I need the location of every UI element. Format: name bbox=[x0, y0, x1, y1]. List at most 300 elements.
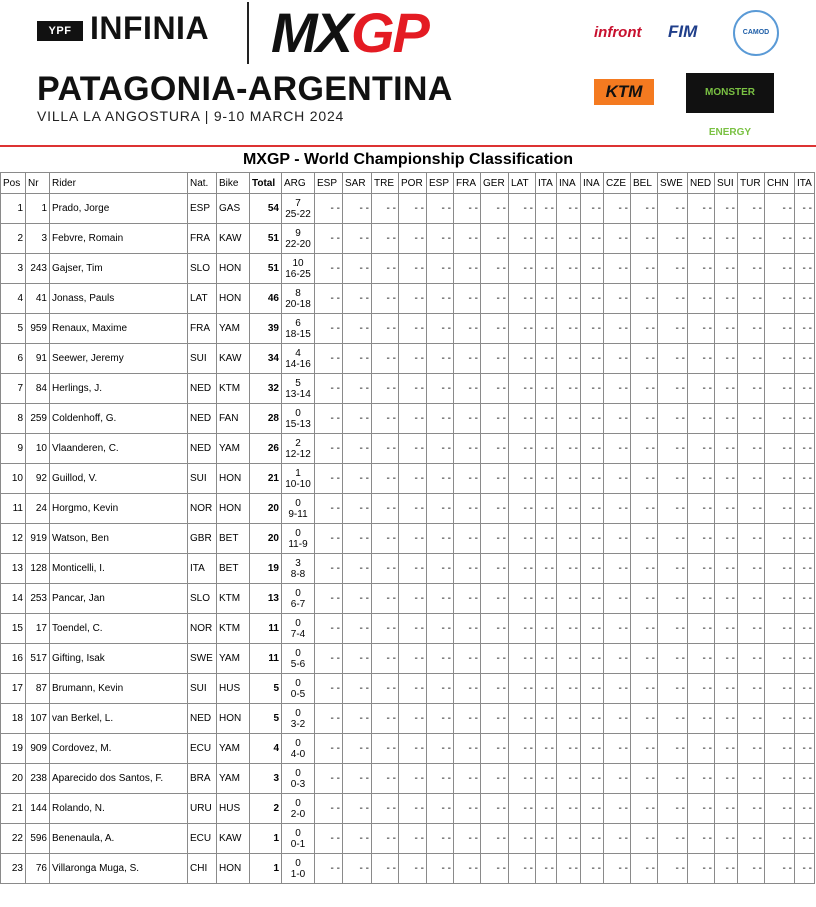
cell-empty-round: - - bbox=[581, 794, 604, 824]
cell-empty-round: - - bbox=[715, 824, 738, 854]
column-header: POR bbox=[399, 173, 427, 194]
cell-empty-round: - - bbox=[343, 674, 372, 704]
cell-empty-round: - - bbox=[715, 644, 738, 674]
cell-empty-round: - - bbox=[658, 674, 688, 704]
cell-empty-round: - - bbox=[427, 584, 454, 614]
cell-empty-round: - - bbox=[738, 194, 765, 224]
cell-empty-round: - - bbox=[536, 824, 557, 854]
cell-empty-round: - - bbox=[481, 524, 509, 554]
cell-nat: SUI bbox=[188, 464, 217, 494]
column-header: Nat. bbox=[188, 173, 217, 194]
cell-arg bbox=[282, 584, 315, 614]
arg-points: 0 bbox=[295, 497, 301, 509]
cell-empty-round: - - bbox=[536, 224, 557, 254]
cell-empty-round: - - bbox=[315, 824, 343, 854]
cell-empty-round: - - bbox=[343, 644, 372, 674]
cell-bike: KAW bbox=[217, 224, 250, 254]
column-header: SWE bbox=[658, 173, 688, 194]
cell-empty-round: - - bbox=[795, 194, 815, 224]
cell-empty-round: - - bbox=[658, 494, 688, 524]
table-row bbox=[1, 374, 815, 404]
cell-empty-round: - - bbox=[454, 434, 481, 464]
cell-bike: KTM bbox=[217, 584, 250, 614]
cell-empty-round: - - bbox=[372, 524, 399, 554]
cell-nr: 259 bbox=[26, 404, 50, 434]
cell-arg bbox=[282, 524, 315, 554]
arg-points: 2 bbox=[295, 437, 301, 449]
camod-logo: CAMOD bbox=[733, 10, 779, 56]
arg-moto-results: 16-25 bbox=[285, 268, 311, 280]
arg-moto-results: 10-10 bbox=[285, 478, 311, 490]
arg-moto-results: 0-5 bbox=[290, 688, 306, 700]
cell-rider: Watson, Ben bbox=[50, 524, 188, 554]
cell-empty-round: - - bbox=[604, 794, 631, 824]
cell-empty-round: - - bbox=[557, 224, 581, 254]
cell-empty-round: - - bbox=[765, 704, 795, 734]
cell-empty-round: - - bbox=[427, 404, 454, 434]
cell-empty-round: - - bbox=[427, 764, 454, 794]
cell-empty-round: - - bbox=[343, 314, 372, 344]
cell-empty-round: - - bbox=[738, 374, 765, 404]
cell-rider: Prado, Jorge bbox=[50, 194, 188, 224]
cell-empty-round: - - bbox=[454, 584, 481, 614]
arg-points: 5 bbox=[295, 377, 301, 389]
cell-empty-round: - - bbox=[795, 614, 815, 644]
cell-empty-round: - - bbox=[581, 284, 604, 314]
column-header: Pos bbox=[1, 173, 26, 194]
arg-moto-results: 0-1 bbox=[290, 838, 306, 850]
cell-empty-round: - - bbox=[509, 704, 536, 734]
table-row bbox=[1, 284, 815, 314]
cell-empty-round: - - bbox=[509, 824, 536, 854]
arg-moto-results: 13-14 bbox=[285, 388, 311, 400]
cell-empty-round: - - bbox=[454, 794, 481, 824]
cell-empty-round: - - bbox=[581, 464, 604, 494]
cell-pos: 7 bbox=[1, 374, 26, 404]
cell-empty-round: - - bbox=[738, 554, 765, 584]
cell-empty-round: - - bbox=[427, 794, 454, 824]
cell-empty-round: - - bbox=[688, 704, 715, 734]
infinia-logo: INFINIA bbox=[90, 10, 210, 46]
cell-empty-round: - - bbox=[509, 434, 536, 464]
cell-empty-round: - - bbox=[604, 554, 631, 584]
cell-bike: YAM bbox=[217, 314, 250, 344]
table-row bbox=[1, 674, 815, 704]
column-header: CZE bbox=[604, 173, 631, 194]
arg-points: 0 bbox=[295, 737, 301, 749]
cell-empty-round: - - bbox=[688, 314, 715, 344]
cell-empty-round: - - bbox=[688, 794, 715, 824]
cell-empty-round: - - bbox=[481, 764, 509, 794]
cell-pos: 10 bbox=[1, 464, 26, 494]
mxgp-logo-gp: GP bbox=[351, 1, 428, 64]
cell-nat: ITA bbox=[188, 554, 217, 584]
cell-nat: URU bbox=[188, 794, 217, 824]
cell-empty-round: - - bbox=[581, 224, 604, 254]
cell-empty-round: - - bbox=[715, 554, 738, 584]
cell-empty-round: - - bbox=[536, 254, 557, 284]
cell-empty-round: - - bbox=[658, 194, 688, 224]
cell-empty-round: - - bbox=[454, 524, 481, 554]
cell-empty-round: - - bbox=[631, 404, 658, 434]
cell-nr: 24 bbox=[26, 494, 50, 524]
cell-rider: Gifting, Isak bbox=[50, 644, 188, 674]
cell-bike: HUS bbox=[217, 674, 250, 704]
cell-empty-round: - - bbox=[581, 824, 604, 854]
cell-empty-round: - - bbox=[604, 644, 631, 674]
cell-empty-round: - - bbox=[509, 554, 536, 584]
monster-energy-logo: MONSTER ENERGY bbox=[686, 73, 774, 113]
column-header: SAR bbox=[343, 173, 372, 194]
cell-empty-round: - - bbox=[765, 554, 795, 584]
mxgp-logo bbox=[271, 3, 428, 63]
cell-arg bbox=[282, 344, 315, 374]
column-header: ESP bbox=[315, 173, 343, 194]
cell-empty-round: - - bbox=[557, 554, 581, 584]
cell-empty-round: - - bbox=[688, 404, 715, 434]
cell-empty-round: - - bbox=[795, 734, 815, 764]
arg-moto-results: 8-8 bbox=[290, 568, 306, 580]
cell-empty-round: - - bbox=[399, 464, 427, 494]
cell-empty-round: - - bbox=[372, 314, 399, 344]
cell-empty-round: - - bbox=[509, 644, 536, 674]
cell-empty-round: - - bbox=[581, 764, 604, 794]
cell-empty-round: - - bbox=[536, 494, 557, 524]
cell-empty-round: - - bbox=[738, 224, 765, 254]
arg-points: 0 bbox=[295, 827, 301, 839]
table-row bbox=[1, 764, 815, 794]
cell-empty-round: - - bbox=[427, 704, 454, 734]
cell-empty-round: - - bbox=[509, 284, 536, 314]
cell-empty-round: - - bbox=[738, 854, 765, 884]
cell-nr: 959 bbox=[26, 314, 50, 344]
cell-empty-round: - - bbox=[454, 194, 481, 224]
column-header: CHN bbox=[765, 173, 795, 194]
cell-empty-round: - - bbox=[631, 464, 658, 494]
cell-empty-round: - - bbox=[604, 314, 631, 344]
cell-arg bbox=[282, 794, 315, 824]
cell-empty-round: - - bbox=[765, 494, 795, 524]
cell-pos: 12 bbox=[1, 524, 26, 554]
cell-empty-round: - - bbox=[581, 734, 604, 764]
cell-empty-round: - - bbox=[658, 524, 688, 554]
arg-points: 0 bbox=[295, 857, 301, 869]
classification-title: MXGP - World Championship Classification bbox=[242, 151, 574, 168]
cell-empty-round: - - bbox=[372, 224, 399, 254]
cell-pos: 9 bbox=[1, 434, 26, 464]
cell-empty-round: - - bbox=[631, 224, 658, 254]
cell-bike: KTM bbox=[217, 374, 250, 404]
cell-empty-round: - - bbox=[688, 494, 715, 524]
cell-empty-round: - - bbox=[631, 344, 658, 374]
cell-empty-round: - - bbox=[688, 224, 715, 254]
cell-empty-round: - - bbox=[715, 194, 738, 224]
cell-empty-round: - - bbox=[738, 734, 765, 764]
column-header: INA bbox=[581, 173, 604, 194]
cell-empty-round: - - bbox=[427, 494, 454, 524]
cell-empty-round: - - bbox=[765, 404, 795, 434]
cell-empty-round: - - bbox=[343, 404, 372, 434]
cell-nr: 253 bbox=[26, 584, 50, 614]
cell-empty-round: - - bbox=[631, 494, 658, 524]
cell-empty-round: - - bbox=[315, 254, 343, 284]
cell-empty-round: - - bbox=[427, 344, 454, 374]
cell-empty-round: - - bbox=[581, 194, 604, 224]
cell-empty-round: - - bbox=[372, 734, 399, 764]
cell-pos: 19 bbox=[1, 734, 26, 764]
cell-nat: FRA bbox=[188, 224, 217, 254]
cell-rider: Guillod, V. bbox=[50, 464, 188, 494]
cell-pos: 14 bbox=[1, 584, 26, 614]
cell-total: 51 bbox=[250, 254, 282, 284]
cell-empty-round: - - bbox=[315, 644, 343, 674]
cell-empty-round: - - bbox=[481, 284, 509, 314]
cell-nr: 1 bbox=[26, 194, 50, 224]
cell-total: 5 bbox=[250, 704, 282, 734]
cell-empty-round: - - bbox=[715, 524, 738, 554]
cell-pos: 22 bbox=[1, 824, 26, 854]
cell-empty-round: - - bbox=[658, 254, 688, 284]
cell-empty-round: - - bbox=[765, 284, 795, 314]
cell-empty-round: - - bbox=[481, 584, 509, 614]
cell-empty-round: - - bbox=[581, 704, 604, 734]
cell-empty-round: - - bbox=[557, 524, 581, 554]
cell-empty-round: - - bbox=[509, 674, 536, 704]
cell-empty-round: - - bbox=[399, 254, 427, 284]
cell-empty-round: - - bbox=[536, 584, 557, 614]
cell-empty-round: - - bbox=[557, 194, 581, 224]
cell-empty-round: - - bbox=[343, 284, 372, 314]
cell-empty-round: - - bbox=[399, 194, 427, 224]
classification-table bbox=[0, 172, 815, 884]
table-row bbox=[1, 194, 815, 224]
arg-points: 0 bbox=[295, 407, 301, 419]
cell-empty-round: - - bbox=[481, 824, 509, 854]
cell-empty-round: - - bbox=[715, 224, 738, 254]
cell-total: 21 bbox=[250, 464, 282, 494]
cell-empty-round: - - bbox=[315, 854, 343, 884]
cell-empty-round: - - bbox=[795, 434, 815, 464]
cell-empty-round: - - bbox=[604, 824, 631, 854]
cell-nr: 91 bbox=[26, 344, 50, 374]
arg-points: 1 bbox=[295, 467, 301, 479]
cell-nr: 919 bbox=[26, 524, 50, 554]
cell-nat: GBR bbox=[188, 524, 217, 554]
cell-empty-round: - - bbox=[399, 494, 427, 524]
column-header: Total bbox=[250, 173, 282, 194]
column-header: SUI bbox=[715, 173, 738, 194]
column-header: FRA bbox=[454, 173, 481, 194]
cell-bike: HON bbox=[217, 704, 250, 734]
arg-moto-results: 18-15 bbox=[285, 328, 311, 340]
cell-total: 3 bbox=[250, 764, 282, 794]
cell-empty-round: - - bbox=[343, 524, 372, 554]
cell-pos: 11 bbox=[1, 494, 26, 524]
arg-points: 0 bbox=[295, 677, 301, 689]
cell-empty-round: - - bbox=[536, 284, 557, 314]
column-header: ITA bbox=[795, 173, 815, 194]
cell-empty-round: - - bbox=[795, 524, 815, 554]
cell-empty-round: - - bbox=[795, 644, 815, 674]
cell-empty-round: - - bbox=[581, 584, 604, 614]
cell-empty-round: - - bbox=[658, 374, 688, 404]
cell-empty-round: - - bbox=[604, 434, 631, 464]
cell-rider: Renaux, Maxime bbox=[50, 314, 188, 344]
cell-total: 34 bbox=[250, 344, 282, 374]
cell-empty-round: - - bbox=[536, 404, 557, 434]
cell-empty-round: - - bbox=[765, 344, 795, 374]
cell-empty-round: - - bbox=[715, 614, 738, 644]
cell-empty-round: - - bbox=[715, 674, 738, 704]
cell-empty-round: - - bbox=[688, 464, 715, 494]
arg-points: 0 bbox=[295, 707, 301, 719]
cell-arg bbox=[282, 374, 315, 404]
cell-empty-round: - - bbox=[715, 404, 738, 434]
cell-empty-round: - - bbox=[536, 374, 557, 404]
column-header: INA bbox=[557, 173, 581, 194]
cell-nat: NOR bbox=[188, 614, 217, 644]
cell-nat: NED bbox=[188, 404, 217, 434]
cell-empty-round: - - bbox=[738, 494, 765, 524]
cell-pos: 21 bbox=[1, 794, 26, 824]
cell-rider: Toendel, C. bbox=[50, 614, 188, 644]
cell-empty-round: - - bbox=[454, 644, 481, 674]
cell-arg bbox=[282, 854, 315, 884]
cell-empty-round: - - bbox=[399, 734, 427, 764]
cell-empty-round: - - bbox=[427, 194, 454, 224]
cell-empty-round: - - bbox=[765, 524, 795, 554]
arg-moto-results: 2-0 bbox=[290, 808, 306, 820]
cell-empty-round: - - bbox=[581, 254, 604, 284]
cell-nr: 92 bbox=[26, 464, 50, 494]
table-row bbox=[1, 524, 815, 554]
cell-empty-round: - - bbox=[688, 554, 715, 584]
table-row bbox=[1, 614, 815, 644]
cell-empty-round: - - bbox=[372, 464, 399, 494]
cell-empty-round: - - bbox=[536, 764, 557, 794]
cell-empty-round: - - bbox=[315, 764, 343, 794]
cell-empty-round: - - bbox=[343, 434, 372, 464]
cell-empty-round: - - bbox=[372, 764, 399, 794]
cell-empty-round: - - bbox=[372, 194, 399, 224]
cell-empty-round: - - bbox=[509, 224, 536, 254]
cell-rider: van Berkel, L. bbox=[50, 704, 188, 734]
cell-nr: 10 bbox=[26, 434, 50, 464]
cell-nat: FRA bbox=[188, 314, 217, 344]
cell-empty-round: - - bbox=[315, 674, 343, 704]
cell-empty-round: - - bbox=[427, 554, 454, 584]
cell-empty-round: - - bbox=[688, 734, 715, 764]
arg-points: 3 bbox=[295, 557, 301, 569]
cell-bike: HON bbox=[217, 254, 250, 284]
cell-empty-round: - - bbox=[343, 554, 372, 584]
cell-arg bbox=[282, 674, 315, 704]
cell-empty-round: - - bbox=[315, 434, 343, 464]
cell-empty-round: - - bbox=[557, 344, 581, 374]
cell-empty-round: - - bbox=[688, 824, 715, 854]
cell-empty-round: - - bbox=[738, 464, 765, 494]
cell-empty-round: - - bbox=[509, 464, 536, 494]
cell-empty-round: - - bbox=[715, 284, 738, 314]
cell-pos: 16 bbox=[1, 644, 26, 674]
cell-empty-round: - - bbox=[631, 584, 658, 614]
cell-empty-round: - - bbox=[427, 734, 454, 764]
cell-empty-round: - - bbox=[795, 254, 815, 284]
cell-empty-round: - - bbox=[481, 644, 509, 674]
cell-empty-round: - - bbox=[658, 404, 688, 434]
cell-empty-round: - - bbox=[715, 764, 738, 794]
cell-empty-round: - - bbox=[454, 464, 481, 494]
cell-empty-round: - - bbox=[715, 314, 738, 344]
cell-empty-round: - - bbox=[631, 284, 658, 314]
arg-points: 0 bbox=[295, 797, 301, 809]
cell-empty-round: - - bbox=[509, 854, 536, 884]
cell-empty-round: - - bbox=[631, 314, 658, 344]
cell-empty-round: - - bbox=[315, 194, 343, 224]
cell-empty-round: - - bbox=[631, 764, 658, 794]
cell-empty-round: - - bbox=[738, 614, 765, 644]
cell-empty-round: - - bbox=[738, 404, 765, 434]
cell-empty-round: - - bbox=[536, 194, 557, 224]
cell-empty-round: - - bbox=[399, 824, 427, 854]
cell-nat: BRA bbox=[188, 764, 217, 794]
cell-rider: Pancar, Jan bbox=[50, 584, 188, 614]
cell-empty-round: - - bbox=[315, 614, 343, 644]
column-header: LAT bbox=[509, 173, 536, 194]
cell-empty-round: - - bbox=[738, 674, 765, 704]
cell-empty-round: - - bbox=[343, 224, 372, 254]
cell-empty-round: - - bbox=[795, 224, 815, 254]
cell-nat: NED bbox=[188, 704, 217, 734]
cell-empty-round: - - bbox=[315, 704, 343, 734]
cell-arg bbox=[282, 644, 315, 674]
arg-points: 0 bbox=[295, 587, 301, 599]
cell-empty-round: - - bbox=[399, 794, 427, 824]
cell-empty-round: - - bbox=[315, 734, 343, 764]
cell-empty-round: - - bbox=[343, 374, 372, 404]
cell-arg bbox=[282, 554, 315, 584]
cell-empty-round: - - bbox=[604, 674, 631, 704]
cell-arg bbox=[282, 704, 315, 734]
cell-nat: ESP bbox=[188, 194, 217, 224]
cell-empty-round: - - bbox=[481, 494, 509, 524]
arg-points: 0 bbox=[295, 767, 301, 779]
arg-moto-results: 1-0 bbox=[290, 868, 306, 880]
cell-empty-round: - - bbox=[315, 524, 343, 554]
cell-empty-round: - - bbox=[688, 764, 715, 794]
table-row bbox=[1, 434, 815, 464]
cell-empty-round: - - bbox=[738, 524, 765, 554]
arg-moto-results: 11-9 bbox=[288, 538, 308, 550]
cell-nat: ECU bbox=[188, 734, 217, 764]
cell-empty-round: - - bbox=[688, 344, 715, 374]
cell-empty-round: - - bbox=[581, 854, 604, 884]
cell-nr: 76 bbox=[26, 854, 50, 884]
cell-nr: 84 bbox=[26, 374, 50, 404]
cell-empty-round: - - bbox=[658, 644, 688, 674]
cell-empty-round: - - bbox=[315, 284, 343, 314]
cell-empty-round: - - bbox=[604, 614, 631, 644]
cell-pos: 23 bbox=[1, 854, 26, 884]
cell-empty-round: - - bbox=[738, 794, 765, 824]
cell-empty-round: - - bbox=[372, 404, 399, 434]
cell-empty-round: - - bbox=[765, 464, 795, 494]
arg-points: 7 bbox=[295, 197, 301, 209]
cell-pos: 4 bbox=[1, 284, 26, 314]
cell-pos: 8 bbox=[1, 404, 26, 434]
cell-nr: 128 bbox=[26, 554, 50, 584]
cell-bike: HUS bbox=[217, 794, 250, 824]
